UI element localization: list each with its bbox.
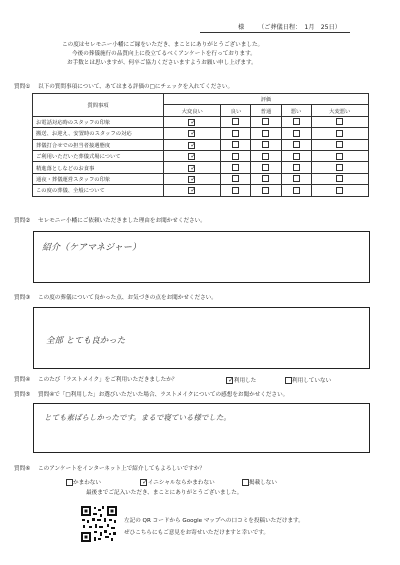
rating-checkbox[interactable] [232,164,239,171]
rating-cell[interactable] [311,128,368,139]
intro-line-2: 今後の葬儀施行の品質向上に役立てるべくアンケートを行っております。 [72,51,256,57]
q4-label: 質問④ [14,377,31,383]
rating-cell[interactable] [221,185,251,196]
rating-checkbox[interactable] [293,153,300,160]
rating-checkbox[interactable] [336,164,343,171]
check-mark-icon: ✓ [142,478,148,486]
footer-line-2: ぜひこちらにもご意見をお寄せいただけますと幸いです。 [124,530,269,536]
rating-checkbox[interactable] [232,141,239,148]
rating-cell[interactable] [251,173,281,184]
rating-row [33,162,369,173]
rating-row-item: この度の葬儀、全般について [33,185,164,196]
q3-answer: 全部 とても良かった [46,336,126,346]
col-average: 普通 [251,105,281,116]
funeral-date: （ご葬儀日程： 1月 25日） [258,24,341,31]
rating-cell[interactable] [164,185,221,196]
rating-cell[interactable] [251,150,281,161]
q6-label: 質問⑥ [14,466,31,472]
col-very-bad: 大変悪い [311,105,368,116]
check-mark-icon: ✓ [228,376,234,384]
rating-checkbox[interactable] [293,118,300,125]
rating-row [33,185,369,196]
q3-label: 質問③ [14,295,31,301]
rating-cell[interactable] [221,150,251,161]
rating-cell[interactable] [311,162,368,173]
rating-cell[interactable] [164,128,221,139]
rating-cell[interactable] [281,173,311,184]
q6-text: このアンケートをインターネット上で紹介してもよろしいですか？ [38,466,205,472]
rating-cell[interactable] [281,116,311,127]
q5-answer-box[interactable] [33,403,370,453]
rating-checkbox[interactable] [293,187,300,194]
rating-checkbox[interactable] [336,118,343,125]
q4-text: このたび「ラストメイク」をご利用いただきましたか？ [38,377,178,383]
item-header: 質問事項 [33,94,164,117]
rating-row [33,150,369,161]
q4-option-used[interactable]: ✓利用した [228,376,257,384]
rating-checkbox[interactable] [232,118,239,125]
rating-checkbox[interactable] [232,153,239,160]
q4-option-not-used[interactable]: 利用していない [285,377,331,385]
rating-cell[interactable] [164,139,221,150]
intro-line-1: この度はセレモニー小幡にご縁をいただき、まことにありがとうございました。 [62,42,264,48]
q5-text: 質問④で「□利用した」お選びいただいた場合、ラストメイクについての感想をお聞かせください。 [38,392,289,398]
rating-checkbox[interactable] [336,130,343,137]
rating-checkbox[interactable] [336,175,343,182]
rating-row-item: お電話対応時のスタッフの印象 [33,116,164,127]
rating-checkbox[interactable] [336,187,343,194]
q1-label: 質問① [14,84,31,90]
check-mark-icon: ✓ [190,186,197,195]
rating-cell[interactable] [311,173,368,184]
rating-header: 評価 [164,94,369,105]
rating-cell[interactable] [164,173,221,184]
rating-cell[interactable] [221,116,251,127]
rating-row [33,128,369,139]
rating-cell[interactable] [281,139,311,150]
rating-checkbox[interactable] [262,175,269,182]
rating-checkbox[interactable] [293,164,300,171]
rating-row-item: 搬送、お迎え、安置時のスタッフの対応 [33,128,164,139]
rating-checkbox[interactable] [232,130,239,137]
rating-checkbox[interactable] [262,141,269,148]
check-mark-icon: ✓ [190,117,197,126]
rating-cell[interactable] [281,128,311,139]
rating-table [32,93,369,197]
rating-checkbox[interactable] [262,164,269,171]
rating-cell[interactable] [281,162,311,173]
rating-checkbox[interactable] [336,141,343,148]
rating-row [33,173,369,184]
check-mark-icon: ✓ [190,152,197,161]
rating-checkbox[interactable] [232,187,239,194]
rating-cell[interactable] [221,128,251,139]
rating-cell[interactable] [251,185,281,196]
q2-label: 質問② [14,218,31,224]
rating-checkbox[interactable] [293,175,300,182]
q6-option-decline[interactable]: 掲載しない [242,479,277,487]
rating-cell[interactable] [251,139,281,150]
footer-line-1: 左記の QR コードから Google マップへの口コミを投稿いただけます。 [124,518,304,524]
rating-row [33,116,369,127]
q6-checkbox-decline[interactable] [242,479,249,486]
rating-checkbox[interactable] [262,187,269,194]
q2-answer: 紹介（ケアマネジャー） [42,243,141,253]
rating-cell[interactable] [311,139,368,150]
q6-option-initial[interactable]: ✓イニシャルならかまわない [142,478,215,486]
rating-row-item: 精進落としなどのお食事 [33,162,164,173]
rating-cell[interactable] [221,139,251,150]
rating-row [33,139,369,150]
col-very-good: 大変良い [164,105,221,116]
check-mark-icon: ✓ [190,174,197,183]
rating-cell[interactable] [164,150,221,161]
q3-answer-box[interactable] [33,307,370,369]
rating-checkbox[interactable] [262,118,269,125]
rating-cell[interactable] [281,185,311,196]
q5-label: 質問⑤ [14,392,31,398]
q6-checkbox-ok[interactable] [66,479,73,486]
rating-cell[interactable] [281,150,311,161]
col-good: 良い [221,105,251,116]
rating-cell[interactable] [221,173,251,184]
rating-checkbox[interactable] [232,175,239,182]
rating-cell[interactable] [251,116,281,127]
intro-line-3: お手数とは思いますが、何卒ご協力くださいますようお願い申し上げます。 [67,60,257,66]
customer-suffix: 様 [238,24,245,31]
q4-checkbox-not-used[interactable] [285,377,292,384]
closing-text: 最後までご記入いただき、まことにありがとうございました。 [86,490,243,496]
rating-cell[interactable] [164,116,221,127]
col-bad: 悪い [281,105,311,116]
rating-row-item: 通夜・葬儀運営スタッフの印象 [33,173,164,184]
q3-text: この度の葬儀について良かった点、お気づきの点をお聞かせください。 [38,295,217,301]
q2-text: セレモニー小幡にご依頼いただきました理由をお聞かせください。 [38,218,206,224]
rating-cell[interactable] [221,162,251,173]
rating-cell[interactable] [164,162,221,173]
check-mark-icon: ✓ [190,129,197,138]
q6-option-ok[interactable]: かまわない [66,479,101,487]
rating-cell[interactable] [311,185,368,196]
rating-checkbox[interactable] [262,153,269,160]
rating-cell[interactable] [251,162,281,173]
q5-answer: とても素ばらしかったです。まるで寝ている様でした。 [44,413,231,422]
check-mark-icon: ✓ [190,140,197,149]
check-mark-icon: ✓ [190,163,197,172]
rating-checkbox[interactable] [262,130,269,137]
rating-row-item: 葬儀打合せでの担当者接遇態度 [33,139,164,150]
rating-checkbox[interactable] [336,153,343,160]
rating-cell[interactable] [311,116,368,127]
q2-answer-box[interactable] [33,231,370,283]
rating-checkbox[interactable] [293,141,300,148]
rating-cell[interactable] [311,150,368,161]
rating-cell[interactable] [251,128,281,139]
rating-checkbox[interactable] [293,130,300,137]
q1-text: 以下の質問事項について、あてはまる評価の□にチェックを入れてください。 [38,84,234,90]
qr-code-icon[interactable] [80,505,118,543]
rating-row-item: ご利用いただいた葬儀式場について [33,150,164,161]
